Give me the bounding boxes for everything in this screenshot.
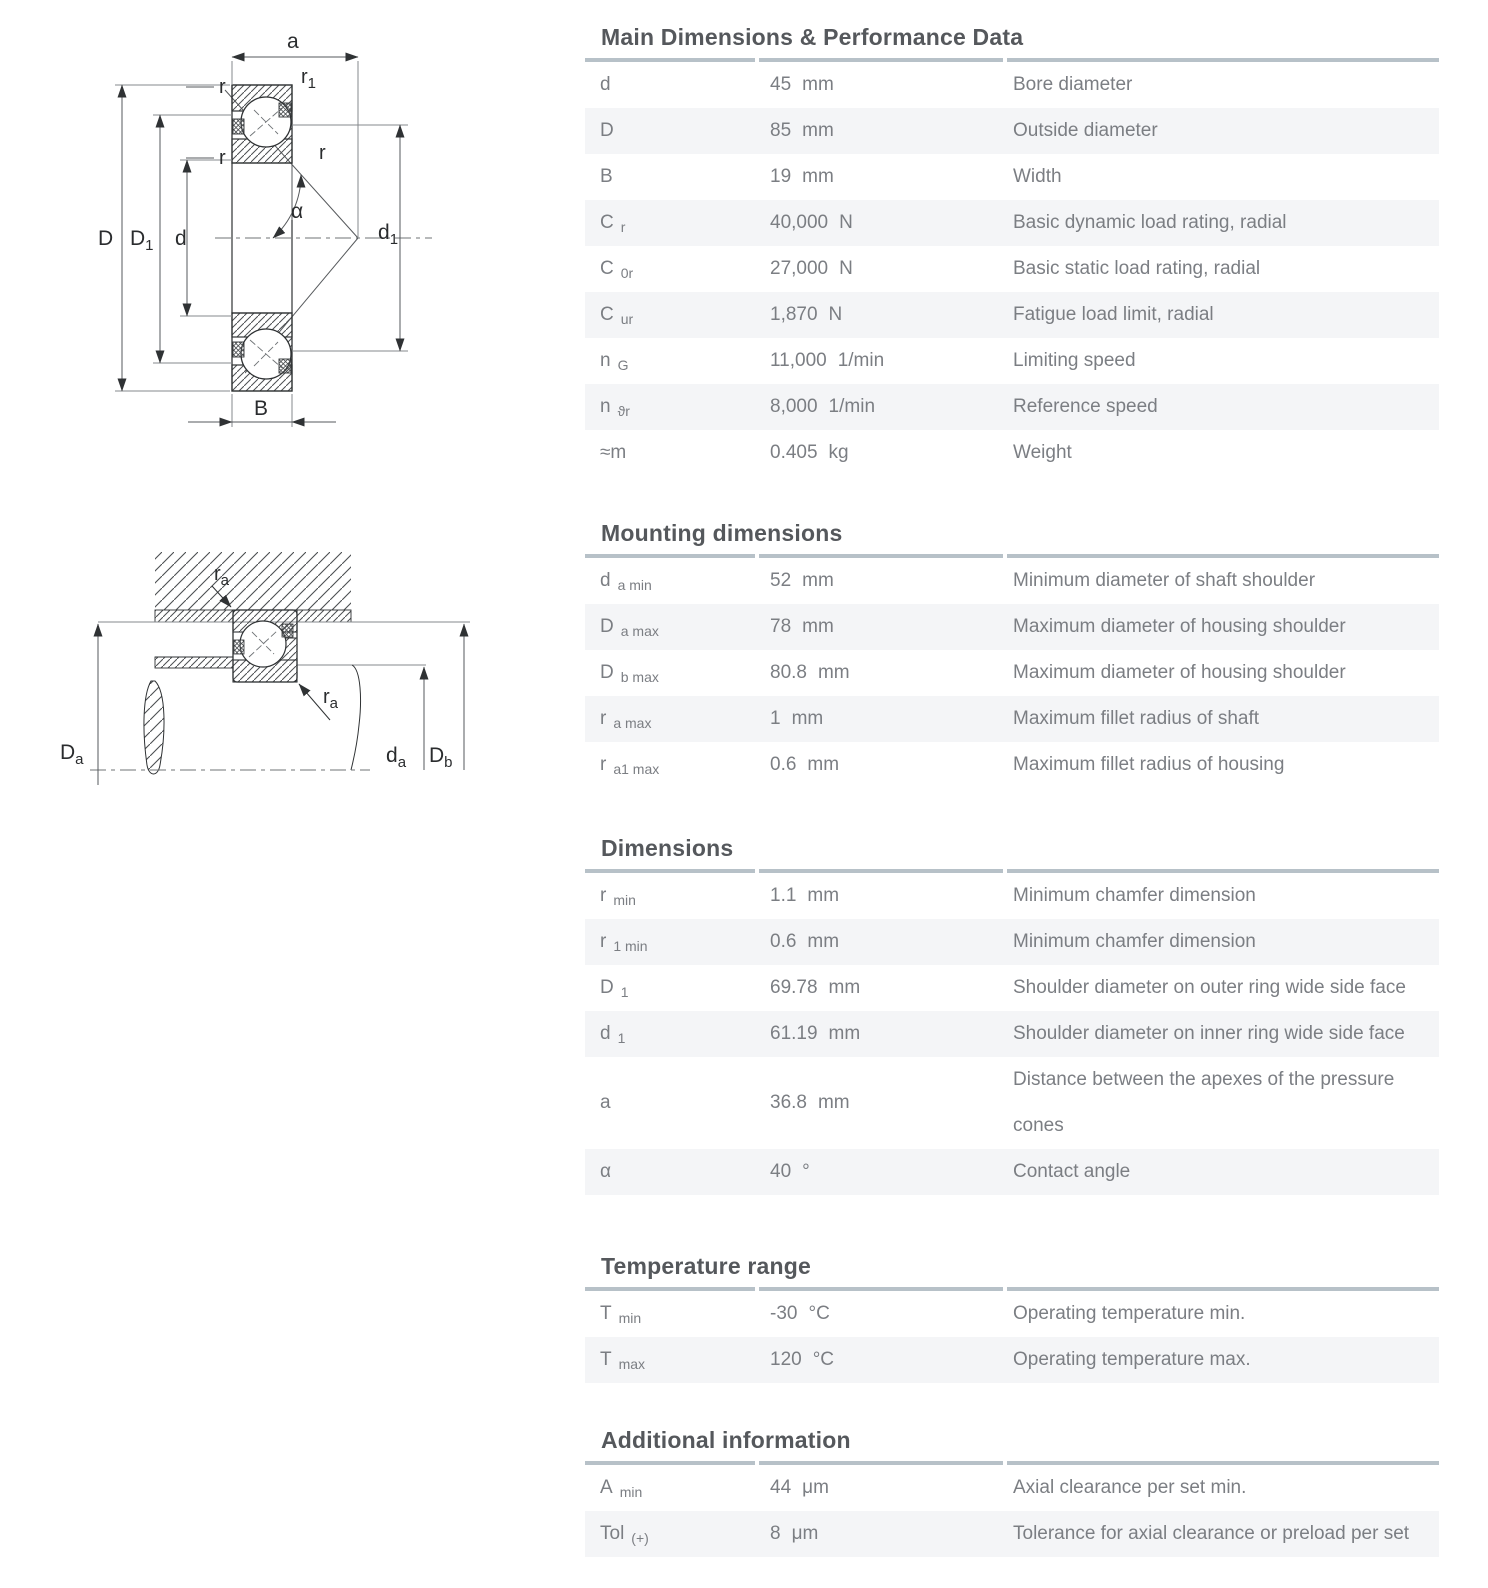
description-cell: Outside diameter: [1013, 120, 1158, 141]
description-cell: Shoulder diameter on outer ring wide side face: [1013, 977, 1406, 998]
symbol-subscript: G: [617, 357, 629, 373]
value-number: 61.19: [770, 1023, 818, 1044]
symbol-cell: [585, 246, 757, 292]
symbol-cell: [585, 154, 757, 200]
value-cell: [757, 108, 1005, 154]
description-cell: Basic static load rating, radial: [1013, 258, 1261, 279]
mounted-bearing-section: [233, 610, 297, 682]
value-number: 69.78: [770, 977, 818, 998]
bearing-mounting-svg: [30, 540, 480, 800]
symbol-base: Tol: [600, 1523, 625, 1544]
symbol-base: d: [600, 570, 611, 591]
section-title: Dimensions: [601, 835, 734, 861]
value-unit: mm: [802, 74, 834, 95]
value-cell: [757, 650, 1005, 696]
table-rows: [585, 558, 1439, 788]
value-unit: mm: [807, 931, 840, 952]
description-cell: Operating temperature min.: [1013, 1303, 1246, 1324]
value-unit: N: [839, 212, 853, 233]
value-number: 120: [770, 1349, 802, 1370]
symbol-subscript: (+): [631, 1530, 649, 1546]
description-cell: Maximum diameter of housing shoulder: [1013, 616, 1346, 637]
spec-row: [585, 650, 1439, 696]
value-unit: mm: [802, 166, 834, 187]
value-number: 52: [770, 570, 792, 591]
symbol-subscript: a1 max: [613, 761, 660, 777]
value-unit: mm: [802, 120, 834, 141]
symbol-base: r: [600, 708, 607, 729]
spec-row: [585, 1011, 1439, 1057]
value-cell: [757, 1291, 1005, 1337]
value-number: 78: [770, 616, 792, 637]
spec-row: [585, 384, 1439, 430]
value-cell: [757, 62, 1005, 108]
description-cell: Shoulder diameter on inner ring wide side face: [1013, 1023, 1405, 1044]
value-unit: 1/min: [837, 350, 885, 371]
value-number: 1,870: [770, 304, 818, 325]
value-unit: mm: [828, 1023, 861, 1044]
value-unit: mm: [791, 708, 824, 729]
shaft-shoulder-hatch: [155, 657, 233, 668]
spec-row: [585, 200, 1439, 246]
symbol-subscript: 1: [617, 1030, 626, 1046]
value-unit: μm: [802, 1477, 829, 1498]
spec-row: [585, 1465, 1439, 1511]
value-unit: mm: [802, 570, 834, 591]
value-cell: [757, 604, 1005, 650]
value-number: 8: [770, 1523, 781, 1544]
value-unit: °C: [812, 1349, 835, 1370]
value-unit: mm: [817, 1092, 850, 1113]
symbol-subscript: 0r: [620, 265, 634, 281]
value-number: 1.1: [770, 885, 797, 906]
spec-tables: [585, 24, 1439, 1557]
description-cell: Operating temperature max.: [1013, 1349, 1251, 1370]
symbol-cell: [585, 108, 757, 154]
description-cell: Reference speed: [1013, 396, 1158, 417]
symbol-subscript: a max: [620, 623, 659, 639]
bearing-section-drawing: [20, 15, 450, 455]
cage-hatch: [234, 640, 244, 654]
symbol-cell: [585, 1511, 757, 1557]
spec-row: [585, 696, 1439, 742]
value-unit: 1/min: [828, 396, 876, 417]
table-rows: [585, 1291, 1439, 1383]
spec-row: [585, 1337, 1439, 1383]
value-number: 0.6: [770, 754, 797, 775]
bearing-lower-section: [232, 313, 292, 391]
symbol-base: D: [600, 616, 614, 637]
symbol-cell: [585, 430, 757, 476]
symbol-base: r: [600, 931, 607, 952]
chamfer-label-r1: $r_1$: [301, 66, 317, 92]
ball: [240, 621, 286, 667]
value-unit: °C: [808, 1303, 830, 1324]
value-cell: [757, 1149, 1005, 1195]
symbol-base: d: [600, 74, 611, 95]
description-cell: Basic dynamic load rating, radial: [1013, 212, 1287, 233]
symbol-subscript: a min: [617, 577, 652, 593]
symbol-base: C: [600, 304, 614, 325]
bearing-section-svg: [20, 15, 450, 450]
spec-row: [585, 246, 1439, 292]
spec-row: [585, 604, 1439, 650]
contact-angle-label: α: [291, 200, 304, 223]
value-cell: [757, 965, 1005, 1011]
symbol-base: ≈m: [600, 442, 627, 463]
dim-label-D1: $D_1$: [130, 227, 154, 254]
value-number: 44: [770, 1477, 792, 1498]
description-cell: Limiting speed: [1013, 350, 1136, 371]
symbol-cell: [585, 1337, 757, 1383]
value-number: 1: [770, 708, 781, 729]
spec-row: [585, 1511, 1439, 1557]
symbol-base: D: [600, 662, 614, 683]
description-cell: Fatigue load limit, radial: [1013, 304, 1214, 325]
value-unit: mm: [817, 662, 850, 683]
value-number: 80.8: [770, 662, 807, 683]
dim-label-d: d: [175, 227, 187, 250]
symbol-base: r: [600, 754, 607, 775]
symbol-base: B: [600, 166, 613, 187]
value-unit: mm: [802, 616, 834, 637]
value-number: -30: [770, 1303, 798, 1324]
description-cell: Tolerance for axial clearance or preload per set: [1013, 1523, 1410, 1544]
description-cell: Minimum chamfer dimension: [1013, 885, 1256, 906]
value-unit: N: [828, 304, 843, 325]
table-rows: [585, 62, 1439, 476]
symbol-base: r: [600, 885, 607, 906]
value-unit: mm: [828, 977, 861, 998]
value-cell: [757, 1511, 1005, 1557]
value-unit: °: [802, 1161, 810, 1182]
symbol-cell: [585, 200, 757, 246]
cage-hatch: [279, 103, 291, 117]
spec-row: [585, 338, 1439, 384]
value-cell: [757, 1337, 1005, 1383]
symbol-subscript: ur: [620, 311, 634, 327]
spec-row: [585, 292, 1439, 338]
symbol-subscript: max: [618, 1356, 646, 1372]
symbol-cell: [585, 384, 757, 430]
spec-row: [585, 1291, 1439, 1337]
symbol-base: D: [600, 977, 614, 998]
dim-label-d1: $d_1$: [378, 221, 399, 248]
symbol-subscript: min: [618, 1310, 642, 1326]
value-unit: kg: [828, 442, 849, 463]
value-number: 40,000: [770, 212, 829, 233]
fillet-label-ra-top: $r_a$: [214, 563, 230, 589]
symbol-cell: [585, 1011, 757, 1057]
value-number: 0.405: [770, 442, 818, 463]
value-cell: [757, 200, 1005, 246]
description-cell: Maximum fillet radius of housing: [1013, 754, 1285, 775]
cage-hatch: [233, 119, 244, 134]
symbol-subscript: min: [619, 1484, 643, 1500]
symbol-base: α: [600, 1161, 611, 1182]
value-cell: [757, 742, 1005, 788]
spec-row: [585, 430, 1439, 476]
spec-row: [585, 108, 1439, 154]
symbol-cell: [585, 62, 757, 108]
symbol-cell: [585, 292, 757, 338]
symbol-subscript: r: [620, 219, 626, 235]
spec-row: [585, 1149, 1439, 1195]
cage-hatch: [279, 359, 291, 373]
symbol-subscript: a max: [613, 715, 652, 731]
symbol-subscript: min: [613, 892, 636, 908]
cage-hatch: [282, 624, 293, 637]
value-number: 11,000: [770, 350, 827, 371]
value-unit: μm: [791, 1523, 819, 1544]
spec-row: [585, 1057, 1439, 1149]
section-title: Main Dimensions & Performance Data: [601, 24, 1024, 50]
shaft-section: [144, 681, 164, 774]
cage-hatch: [233, 342, 244, 357]
value-cell: [757, 558, 1005, 604]
bearing-upper-section: [232, 85, 292, 163]
housing-shoulder-left: [155, 610, 233, 622]
symbol-cell: [585, 1291, 757, 1337]
dim-label-a: a: [287, 30, 299, 53]
value-cell: [757, 919, 1005, 965]
spec-row: [585, 558, 1439, 604]
section-additional-information: [585, 1427, 1439, 1557]
description-cell: Bore diameter: [1013, 74, 1133, 95]
value-cell: [757, 430, 1005, 476]
value-cell: [757, 873, 1005, 919]
description-cell: Weight: [1013, 442, 1072, 463]
value-cell: [757, 338, 1005, 384]
section-mounting-dimensions: [585, 520, 1439, 788]
dim-label-Da: $D_a$: [60, 741, 84, 768]
value-unit: N: [839, 258, 853, 279]
symbol-cell: [585, 965, 757, 1011]
symbol-base: n: [600, 350, 611, 371]
value-unit: mm: [807, 754, 840, 775]
housing-hatch: [155, 552, 351, 610]
symbol-base: C: [600, 258, 614, 279]
symbol-cell: [585, 742, 757, 788]
symbol-base: n: [600, 396, 611, 417]
symbol-cell: [585, 919, 757, 965]
symbol-cell: [585, 1080, 757, 1126]
spec-row: [585, 742, 1439, 788]
symbol-cell: [585, 558, 757, 604]
value-cell: [757, 696, 1005, 742]
description-cell: Width: [1013, 166, 1062, 187]
symbol-subscript: 1: [620, 984, 629, 1000]
table-rows: [585, 1465, 1439, 1557]
symbol-cell: [585, 1465, 757, 1511]
section-title: Temperature range: [601, 1253, 812, 1279]
description-cell: Maximum fillet radius of shaft: [1013, 708, 1260, 729]
value-number: 19: [770, 166, 792, 187]
chamfer-label-r-mid: r: [219, 147, 226, 169]
symbol-cell: [585, 873, 757, 919]
symbol-base: C: [600, 212, 614, 233]
dim-label-Db: $D_b$: [429, 744, 453, 771]
value-number: 85: [770, 120, 792, 141]
symbol-subscript: b max: [620, 669, 659, 685]
symbol-subscript: 1 min: [613, 938, 648, 954]
symbol-subscript: ϑr: [617, 403, 630, 419]
dim-label-B: B: [254, 397, 269, 420]
symbol-base: T: [600, 1303, 612, 1324]
description-cell: Contact angle: [1013, 1161, 1131, 1182]
section-title: Additional information: [601, 1427, 851, 1453]
symbol-cell: [585, 696, 757, 742]
value-cell: [757, 384, 1005, 430]
value-number: 8,000: [770, 396, 818, 417]
symbol-base: A: [600, 1477, 613, 1498]
section-temperature-range: [585, 1253, 1439, 1383]
value-number: 40: [770, 1161, 792, 1182]
symbol-base: d: [600, 1023, 611, 1044]
spec-row: [585, 965, 1439, 1011]
symbol-cell: [585, 650, 757, 696]
fillet-label-ra-bottom: $r_a$: [323, 686, 339, 712]
value-cell: [757, 154, 1005, 200]
value-cell: [757, 246, 1005, 292]
value-cell: [757, 1011, 1005, 1057]
value-unit: mm: [807, 885, 840, 906]
bearing-mounting-drawing: [30, 540, 480, 805]
description-cell: Axial clearance per set min.: [1013, 1477, 1247, 1498]
symbol-base: a: [600, 1092, 611, 1113]
housing-shoulder-right: [297, 610, 351, 622]
shaft-outline-right: [351, 665, 361, 770]
description-cell: Minimum chamfer dimension: [1013, 931, 1256, 952]
chamfer-label-r-top: r: [219, 76, 226, 98]
spec-row: [585, 154, 1439, 200]
dim-label-D: D: [98, 227, 114, 250]
value-cell: [757, 1465, 1005, 1511]
value-number: 0.6: [770, 931, 797, 952]
spec-row: [585, 62, 1439, 108]
symbol-cell: [585, 1149, 757, 1195]
symbol-base: T: [600, 1349, 612, 1370]
description-cell: Distance between the apexes of the pressure cones: [1013, 1069, 1395, 1136]
dim-label-da: $d_a$: [386, 744, 407, 771]
symbol-cell: [585, 604, 757, 650]
description-cell: Maximum diameter of housing shoulder: [1013, 662, 1346, 683]
spec-row: [585, 873, 1439, 919]
value-cell: [757, 1080, 1005, 1126]
symbol-cell: [585, 338, 757, 384]
value-cell: [757, 292, 1005, 338]
section-title: Mounting dimensions: [601, 520, 843, 546]
section-main-dimensions: [585, 24, 1439, 476]
spec-row: [585, 919, 1439, 965]
table-rows: [585, 873, 1439, 1195]
section-dimensions: [585, 835, 1439, 1195]
value-number: 27,000: [770, 258, 829, 279]
chamfer-label-r-inner: r: [319, 142, 326, 164]
value-number: 36.8: [770, 1092, 807, 1113]
symbol-base: D: [600, 120, 614, 141]
value-number: 45: [770, 74, 792, 95]
description-cell: Minimum diameter of shaft shoulder: [1013, 570, 1316, 591]
